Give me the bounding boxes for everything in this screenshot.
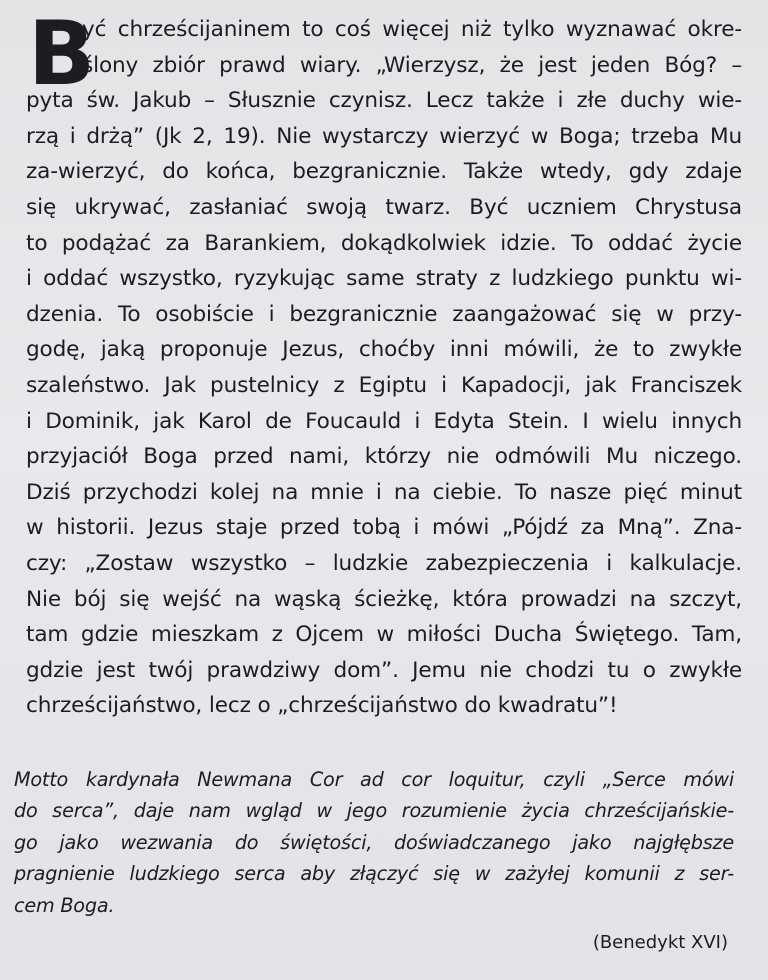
- text-line: i Dominik, jak Karol de Foucauld i Edyta Stein. I wielu innych: [26, 408, 742, 434]
- text-line: gdzie jest twój prawdziwy dom”. Jemu nie chodzi tu o zwykłe: [26, 657, 742, 683]
- main-paragraph: [26, 2, 742, 724]
- text-line: Nie bój się wejść na wąską ścieżkę, która prowadzi na szczyt,: [26, 586, 742, 612]
- motto-line: cem Boga.: [14, 893, 115, 917]
- text-line: i oddać wszystko, ryzykując same straty z ludzkiego punktu wi-: [26, 266, 742, 292]
- text-line: tam gdzie mieszkam z Ojcem w miłości Ducha Świętego. Tam,: [26, 622, 742, 648]
- motto-line: Motto kardynała Newmana Cor ad cor loquitur, czyli „Serce mówi: [14, 768, 734, 791]
- text-line: pyta św. Jakub – Słusznie czynisz. Lecz także i złe duchy wie-: [26, 88, 742, 114]
- text-line: szaleństwo. Jak pustelnicy z Egiptu i Kapadocji, jak Franciszek: [26, 372, 742, 398]
- motto-paragraph: [14, 764, 734, 921]
- text-line: przyjaciół Boga przed nami, którzy nie odmówili Mu niczego.: [26, 444, 742, 470]
- text-line: Dziś przychodzi kolej na mnie i na ciebie. To nasze pięć minut: [26, 479, 742, 505]
- text-line: yć chrześcijaninem to coś więcej niż tylko wyznawać okre-: [82, 17, 742, 42]
- text-line: się ukrywać, zasłaniać swoją twarz. Być uczniem Chrystusa: [26, 194, 742, 220]
- text-line: czy: „Zostaw wszystko – ludzkie zabezpieczenia i kalkulacje.: [26, 550, 742, 576]
- text-line: dzenia. To osobiście i bezgranicznie zaangażować się w przy-: [26, 301, 742, 327]
- motto-line: pragnienie ludzkiego serca aby złączyć się w zażyłej komunii z ser-: [14, 862, 734, 886]
- text-line: to podążać za Barankiem, dokądkolwiek idzie. To oddać życie: [26, 230, 742, 256]
- motto-line: go jako wezwania do świętości, doświadczanego jako najgłębsze: [14, 830, 734, 854]
- text-line: chrześcijaństwo, lecz o „chrześcijaństwo do kwadratu”!: [26, 693, 618, 719]
- motto-line: do serca”, daje nam wgląd w jego rozumienie życia chrześcijańskie-: [14, 799, 734, 823]
- text-line: godę, jaką proponuje Jezus, choćby inni mówili, że to zwykłe: [26, 337, 742, 363]
- text-line: ślony zbiór prawd wiary. „Wierzysz, że jest jeden Bóg? –: [82, 52, 742, 78]
- text-line: w historii. Jezus staje przed tobą i mówi „Pójdź za Mną”. Zna-: [26, 515, 742, 541]
- drop-cap-letter: B: [28, 2, 96, 105]
- text-line: za-wierzyć, do końca, bezgranicznie. Także wtedy, gdy zdaje: [26, 159, 742, 185]
- text-line: rzą i drżą” (Jk 2, 19). Nie wystarczy wierzyć w Boga; trzeba Mu: [26, 123, 742, 149]
- quote-author: (Benedykt XVI): [592, 932, 728, 953]
